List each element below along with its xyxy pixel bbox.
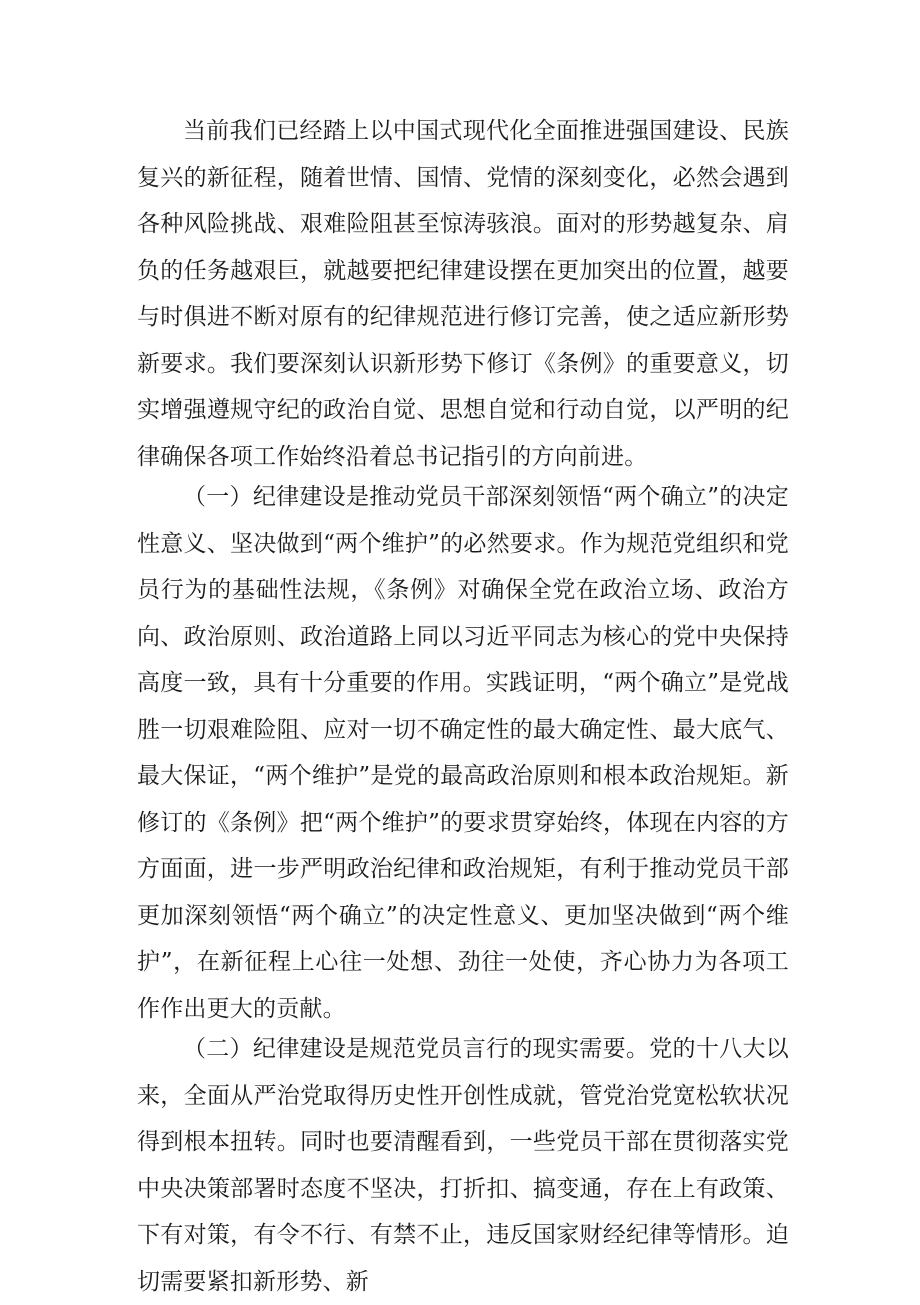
body-paragraph-section-one: （一）纪律建设是推动党员干部深刻领悟“两个确立”的决定性意义、坚决做到“两个维护”的必然要求。作为规范党组织和党员行为的基础性法规，《条例》对确保全党在政治立场、政治方向、政治原则、政治道路上同以习近平同志为核心的党中央保持高度一致，具有十分重要的作用。实践证明，“两个确立”是党战胜一切艰难险阻、应对一切不确定性的最大确定性、最大底气、最大保证，“两个维护”是党的最高政治原则和根本政治规矩。新修订的《条例》把“两个维护”的要求贯穿始终，体现在内容的方方面面，进一步严明政治纪律和政治规矩，有利于推动党员干部更加深刻领悟“两个确立”的决定性意义、更加坚决做到“两个维护”，在新征程上心往一处想、劲往一处使，齐心协力为各项工作作出更大的贡献。 — [137, 484, 789, 1022]
body-paragraph-section-two: （二）纪律建设是规范党员言行的现实需要。党的十八大以来，全面从严治党取得历史性开创性成就，管党治党宽松软状况得到根本扭转。同时也要清醒看到，一些党员干部在贯彻落实党中央决策部署时态度不坚决，打折扣、搞变通，存在上有政策、下有对策，有令不行、有禁不止，违反国家财经纪律等情形。迫切需要紧扣新形势、新 — [137, 1036, 789, 1295]
body-paragraph-intro: 当前我们已经踏上以中国式现代化全面推进强国建设、民族复兴的新征程，随着世情、国情、党情的深刻变化，必然会遇到各种风险挑战、艰难险阻甚至惊涛骇浪。面对的形势越复杂、肩负的任务越艰巨，就越要把纪律建设摆在更加突出的位置，越要与时俱进不断对原有的纪律规范进行修订完善，使之适应新形势新要求。我们要深刻认识新形势下修订《条例》的重要意义，切实增强遵规守纪的政治自觉、思想自觉和行动自觉，以严明的纪律确保各项工作始终沿着总书记指引的方向前进。 — [137, 118, 789, 470]
